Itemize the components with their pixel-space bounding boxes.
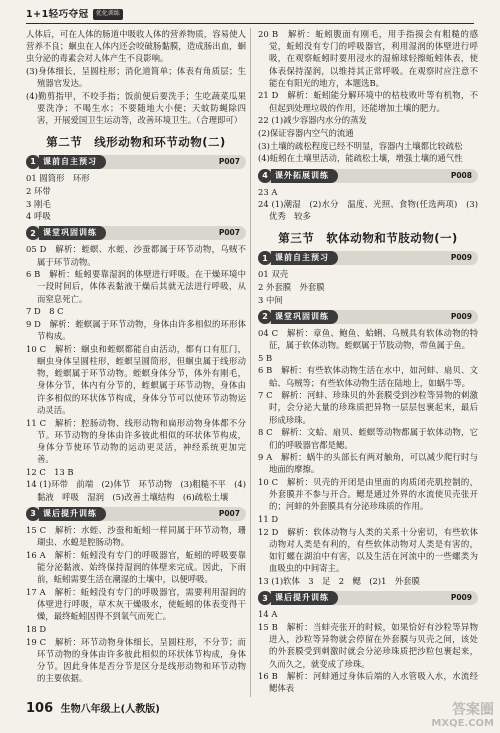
answer-line: 4 呼吸	[26, 211, 51, 222]
answer-line: 11 D	[258, 514, 279, 525]
answer-line: 01 双壳	[258, 269, 289, 280]
bar-page-code: P008	[450, 170, 472, 180]
answer-line: (4)蚯蚓在土壤里活动，能疏松土壤，增强土壤的通气性	[258, 153, 463, 164]
page-number: 106	[26, 701, 54, 716]
answer-line: 18 D	[26, 623, 47, 634]
answer-line: 13 (1)软体 3 足 2 鳃 (2)1 外套膜	[258, 576, 420, 587]
answer-line: 01 圆筒形 环形	[26, 173, 90, 184]
answer-line: 21 D 解析：蚯蚓能分解环境中的枯枝败叶等有机物，不但起到处理垃圾的作用，还能增加土壤的肥力。	[258, 90, 478, 113]
footer-subject: 生物八年级上(人教版)	[60, 704, 160, 715]
answer-line: 15 C 解析：水蛭、沙蚕和蚯蚓一样同属于环节动物，珊瑚虫、水螅是腔肠动物。	[26, 524, 246, 548]
section-bar	[258, 310, 478, 324]
bar-label: 课后提升训练	[39, 507, 106, 521]
page-header	[26, 6, 474, 24]
book-logo: 1+1轻巧夺冠	[26, 8, 89, 20]
answer-line: 2 环带	[26, 185, 51, 196]
section-title: 第三节 软体动物和节肢动物(一)	[278, 230, 458, 245]
section-bar	[258, 251, 478, 265]
bar-number: 1	[258, 251, 272, 265]
answer-line: 2 外套膜 外套膜	[258, 281, 325, 292]
answer-line: 12 D 解析：软体动物与人类的关系十分密切，有些软体动物对人类是有利的，有些软体动物对人类是有害的，如钉螺在湖泊中有害，以及生活在河流中的一些螺类为血吸虫的中间寄主。	[258, 526, 478, 574]
answer-line: 19 C 解析：环节动物身体细长，呈圆柱形，不分节；而环节动物的身体由许多彼此相似的环状体节构成，身体分节。因此身体是否分节是区分是线形动物和环节动物的主要依据。	[26, 636, 246, 684]
section-bar	[26, 155, 246, 169]
answer-line: 23 A	[258, 186, 278, 197]
watermark	[431, 703, 494, 729]
answer-line: 04 C 解析：章鱼、鲍鱼、蛤蜊、乌贼具有软体动物的特征，属于软体动物。蛭螟属于节肢动物，带鱼属于鱼。	[258, 327, 478, 351]
bar-number: 2	[26, 226, 40, 240]
answer-line: 3 刚毛	[26, 198, 51, 209]
answer-line: 14 (1)环带 前端 (2)体节 环节动物 (3)粗糙不平 (4)黏液 呼吸 湿润 (5)改善土壤结构 (6)疏松土壤	[26, 479, 246, 502]
bar-page-code: P007	[218, 228, 240, 238]
answer-line: 12 C 13 B	[26, 466, 74, 477]
answer-line: 3 中间	[258, 294, 283, 305]
bar-label: 课前自主预习	[271, 251, 338, 265]
left-column	[26, 28, 246, 697]
bar-label: 课后提升训练	[271, 591, 338, 605]
answer-line: 22 (1)减少容器内水分的蒸发	[258, 115, 367, 126]
section-title: 第二节 线形动物和环节动物(二)	[46, 134, 226, 149]
answer-line: 5 B	[258, 352, 273, 363]
bar-label: 课堂巩固训练	[271, 310, 338, 324]
answer-line: 16 B 解析：河蚌通过身体后端的入水管吸入水，水流经鳃体表	[258, 671, 478, 694]
watermark-line: 答案圈	[452, 701, 494, 718]
answer-line: 15 B 解析：当蚌壳张开的时候，如果恰好有沙粒等异物进入，沙粒等异物就会停留在外套膜与贝壳之间，该处的外套膜受到刺激时就会分泌珍珠质把沙粒包裹起来，久而久之，就变成了珍珠。	[258, 621, 478, 669]
watermark-line: MXQE.COM	[431, 718, 494, 729]
answer-line: 人体后，可在人体的肠道中吸收人体的营养物质，容易使人营养不良；蛔虫在人体内还会咬破肠黏膜，造成肠出血，蛔虫分泌的毒素会对人体产生不良影响。	[26, 29, 246, 64]
answer-line: 14 A	[258, 609, 278, 620]
answer-line: 9 A 解析：蜗牛的头部长有两对触角，可以减少爬行时与地面的摩擦。	[258, 452, 478, 475]
bar-label: 课堂巩固训练	[39, 226, 106, 240]
section-bar	[258, 169, 478, 183]
answer-line: 20 B 解析：蚯蚓腹面有刚毛，用手指摸会有粗糙的感觉，蚯蚓没有专门的呼吸器官，利用湿润的体壁进行呼吸，在观察蚯蚓时要用浸水的湿棉球轻擦蚯蚓体表，使体表保持湿润，以维持其正常呼吸。在观察时应注意不能在有阳光的地方，本题选B。	[258, 29, 478, 88]
answer-line: 24 (1)潮湿 (2)水分 温度、光照、食物(任选两项) (3)优秀 较多	[258, 199, 478, 222]
section-bar	[258, 591, 478, 605]
answer-line: 6 B 解析：有些软体动物生活在水中，如河蚌、扇贝、文蛤、乌贼等；有些软体动物生活在陆地上，如蜗牛等。	[258, 365, 478, 388]
bar-page-code: P009	[450, 253, 472, 263]
bar-page-code: P007	[218, 157, 240, 167]
answer-line: 16 A 解析：蚯蚓没有专门的呼吸器官，蚯蚓的呼吸要靠能分泌黏液、始终保持湿润的体壁来完成。因此，下雨前，蚯蚓需要生活在潮湿的土壤中，以便呼吸。	[26, 549, 246, 585]
section-bar	[26, 507, 246, 521]
answer-line: 17 A 解析：蚯蚓没有专门的呼吸器官，需要利用湿润的体壁进行呼吸，草木灰干燥吸水，使蚯蚓的体表变得干燥，最终蚯蚓因得不到氧气而死亡。	[26, 586, 246, 622]
bar-number: 3	[258, 591, 272, 605]
answer-line: 8 C 解析：文蛤、扇贝、蛭螟等动物都属于软体动物，它们的呼吸器官都是鳃。	[258, 427, 478, 450]
bar-number: 3	[26, 507, 40, 521]
right-column	[258, 28, 478, 697]
bar-page-code: P009	[450, 593, 472, 603]
header-tag: 优化训练	[93, 9, 123, 20]
answer-line: 05 D 解析：蛭螟、水蛭、沙蚕都属于环节动物，乌贼不属于环节动物。	[26, 244, 246, 267]
answer-line: 7 C 解析：河蚌、珍珠贝的外套膜受到沙粒等异物的刺激时，会分泌大量的珍珠质把异物一层层包裹起来，最后形成珍珠。	[258, 390, 478, 425]
page-footer	[26, 700, 160, 719]
bar-page-code: P007	[218, 508, 240, 518]
answer-line: 10 C 解析：贝壳的开闭是由里面的肉质闭壳肌控制的，外套膜并不参与开合。鳃是通过外界的水流使贝壳张开的；河蚌的外套膜具有分泌珍珠质的作用。	[258, 477, 478, 512]
column-divider	[250, 28, 251, 697]
answer-line: (2)保证容器内空气的流通	[258, 128, 354, 138]
bar-label: 课外拓展训练	[271, 169, 338, 183]
answer-line: (3)身体细长，呈圆柱形；消化道简单；体表有角质层；生殖器官发达。	[26, 66, 246, 89]
bar-number: 4	[258, 169, 272, 183]
answer-line: 11 C 解析：腔肠动物、线形动物和扁形动物身体都不分节。环节动物的身体由许多彼此相似的环状体节构成，身体分节使环节动物的运动更灵活，神经系统更加完善。	[26, 417, 246, 465]
section-bar	[26, 226, 246, 240]
answer-line: 10 C 解析：蛔虫和蛭螟都能自由活动，都有口有肛门，蛔虫身体呈圆柱形，蛭螟呈圆筒形，但蛔虫属于线形动物，蛭螟属于环节动物。蛭螟身体分节，体外有刚毛，身体分节，体内有分节的，蛭螟属于环节动物，身体由许多相似的环状体节构成，身体分节可以使环节动物运动灵活。	[26, 343, 246, 415]
answer-line: (4)勤剪指甲，不咬手指；饭前便后要洗手；生吃蔬菜瓜果要洗净；不喝生水；不要随地大小便；天蚊防蝇除四害，开展爱国卫生运动等，改善环境卫生。（合理即可）	[26, 90, 246, 126]
bar-page-code: P009	[450, 311, 472, 321]
answer-line: 9 D 解析：蛭螟属于环节动物，身体由许多相似的环形体节构成。	[26, 319, 246, 342]
bar-number: 2	[258, 310, 272, 324]
answer-line: (3)土壤的疏松程度已经不明显，容器内土壤都比较疏松	[258, 140, 463, 151]
answer-line: 6 B 解析：蚯蚓要靠湿润的体壁进行呼吸。在干燥环境中一段时间后，体体表黏液干燥后其就无法进行呼吸，从而窒息死亡。	[26, 269, 246, 304]
bar-number: 1	[26, 155, 40, 169]
answer-line: 7 D 8 C	[26, 306, 64, 317]
bar-label: 课前自主预习	[39, 155, 106, 169]
